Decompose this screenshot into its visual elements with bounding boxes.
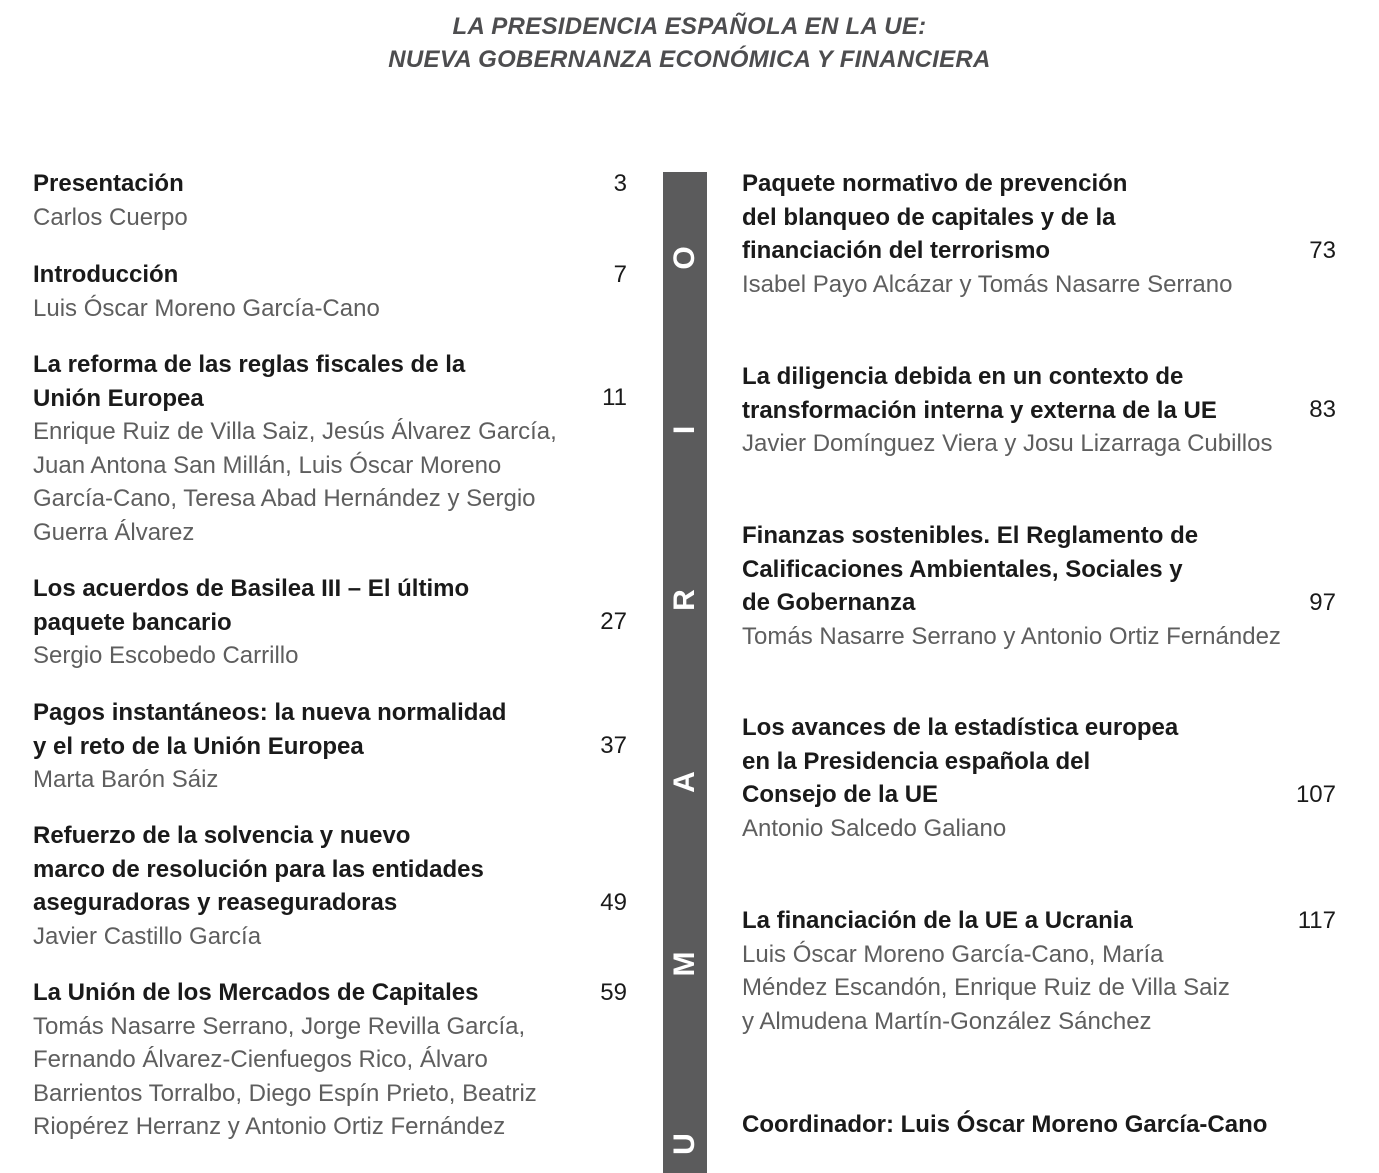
toc-page-number: 37 xyxy=(600,732,627,759)
toc-page-number: 59 xyxy=(600,979,627,1006)
toc-entry-title: Los avances de la estadística europea en la Presidencia española del Consejo de la UE xyxy=(742,714,1179,808)
toc-entry-title: Presentación xyxy=(33,170,184,197)
toc-entry-authors: Javier Castillo García xyxy=(33,922,262,950)
toc-entry-title: La Unión de los Mercados de Capitales xyxy=(33,979,479,1006)
sumario-letter: M xyxy=(668,951,701,977)
sumario-letter: O xyxy=(668,246,701,270)
sumario-letter: A xyxy=(668,771,701,793)
toc-entry-diligencia-debida[interactable] xyxy=(742,360,1322,461)
toc-entry-authors: Marta Barón Sáiz xyxy=(33,766,219,793)
toc-entry-introduccion[interactable] xyxy=(33,258,593,325)
toc-entry-authors: Luis Óscar Moreno García-Cano, María Méndez Escandón, Enrique Ruiz de Villa Saiz y Almudena Martín-González Sánchez xyxy=(742,940,1230,1035)
toc-entry-financiacion-ucrania[interactable] xyxy=(742,904,1322,1038)
toc-page-number: 3 xyxy=(613,170,627,197)
toc-entry-blanqueo-capitales[interactable] xyxy=(742,167,1322,301)
toc-entry-authors: Tomás Nasarre Serrano y Antonio Ortiz Fernández xyxy=(742,622,1281,650)
sumario-letter: R xyxy=(668,589,701,611)
toc-entry-authors: Antonio Salcedo Galiano xyxy=(742,814,1007,842)
toc-page-number: 27 xyxy=(600,608,627,635)
toc-entry-mercados-capitales[interactable] xyxy=(33,976,593,1144)
toc-entry-authors: Tomás Nasarre Serrano, Jorge Revilla García, Fernando Álvarez-Cienfuegos Rico, Álvaro Barrientos Torralbo, Diego Espín Prieto, Beatriz Riopérez Herranz y Antonio Ortiz Fernández xyxy=(33,1012,537,1140)
toc-page-number: 107 xyxy=(1295,781,1336,808)
toc-entry-authors: Enrique Ruiz de Villa Saiz, Jesús Álvarez García, Juan Antona San Millán, Luis Óscar Moreno García-Cano, Teresa Abad Hernández y Sergio Guerra Álvarez xyxy=(33,418,557,546)
toc-entry-title: Los acuerdos de Basilea III – El último paquete bancario xyxy=(33,575,470,636)
toc-page-number: 73 xyxy=(1309,237,1336,264)
toc-entry-basilea[interactable] xyxy=(33,572,593,673)
sumario-letter: U xyxy=(668,1133,701,1155)
toc-entry-solvencia[interactable] xyxy=(33,819,593,953)
toc-entry-title: Introducción xyxy=(33,261,179,288)
toc-page-number: 97 xyxy=(1309,589,1336,616)
toc-entry-title: La diligencia debida en un contexto de transformación interna y externa de la UE xyxy=(742,363,1217,424)
toc-entry-pagos-instantaneos[interactable] xyxy=(33,696,593,797)
sumario-vertical-bar xyxy=(663,172,707,1173)
toc-entry-title: Pagos instantáneos: la nueva normalidad y el reto de la Unión Europea xyxy=(33,699,507,760)
toc-entry-title: La reforma de las reglas fiscales de la Unión Europea xyxy=(33,351,466,412)
toc-entry-authors: Carlos Cuerpo xyxy=(33,203,188,231)
toc-entry-authors: Luis Óscar Moreno García-Cano xyxy=(33,294,380,322)
toc-entry-finanzas-sostenibles[interactable] xyxy=(742,519,1322,653)
header-line-2: NUEVA GOBERNANZA ECONÓMICA Y FINANCIERA xyxy=(388,46,991,73)
toc-entry-title: Refuerzo de la solvencia y nuevo marco de resolución para las entidades aseguradoras y reaseguradoras xyxy=(33,822,484,916)
toc-entry-title: La financiación de la UE a Ucrania xyxy=(742,907,1133,934)
sumario-letter: I xyxy=(668,425,701,435)
toc-page-number: 117 xyxy=(1297,907,1336,934)
toc-page-number: 7 xyxy=(613,261,627,288)
toc-entry-authors: Javier Domínguez Viera y Josu Lizarraga Cubillos xyxy=(742,430,1273,457)
toc-entry-title: Finanzas sostenibles. El Reglamento de Calificaciones Ambientales, Sociales y de Gobernanza xyxy=(742,522,1199,616)
toc-page-number: 11 xyxy=(602,384,627,411)
toc-page-number: 49 xyxy=(600,889,627,916)
document-header xyxy=(0,10,1379,76)
header-line-1: LA PRESIDENCIA ESPAÑOLA EN LA UE: xyxy=(452,13,927,40)
toc-page-number: 83 xyxy=(1309,396,1336,423)
toc-entry-authors: Isabel Payo Alcázar y Tomás Nasarre Serrano xyxy=(742,270,1233,298)
toc-entry-presentacion[interactable] xyxy=(33,167,593,234)
toc-entry-reglas-fiscales[interactable] xyxy=(33,348,593,549)
toc-entry-title: Paquete normativo de prevención del blanqueo de capitales y de la financiación del terrorismo xyxy=(742,170,1128,264)
toc-entry-estadistica-europea[interactable] xyxy=(742,711,1322,845)
toc-entry-authors: Sergio Escobedo Carrillo xyxy=(33,642,299,669)
coordinator-credit: Coordinador: Luis Óscar Moreno García-Cano xyxy=(742,1111,1268,1138)
